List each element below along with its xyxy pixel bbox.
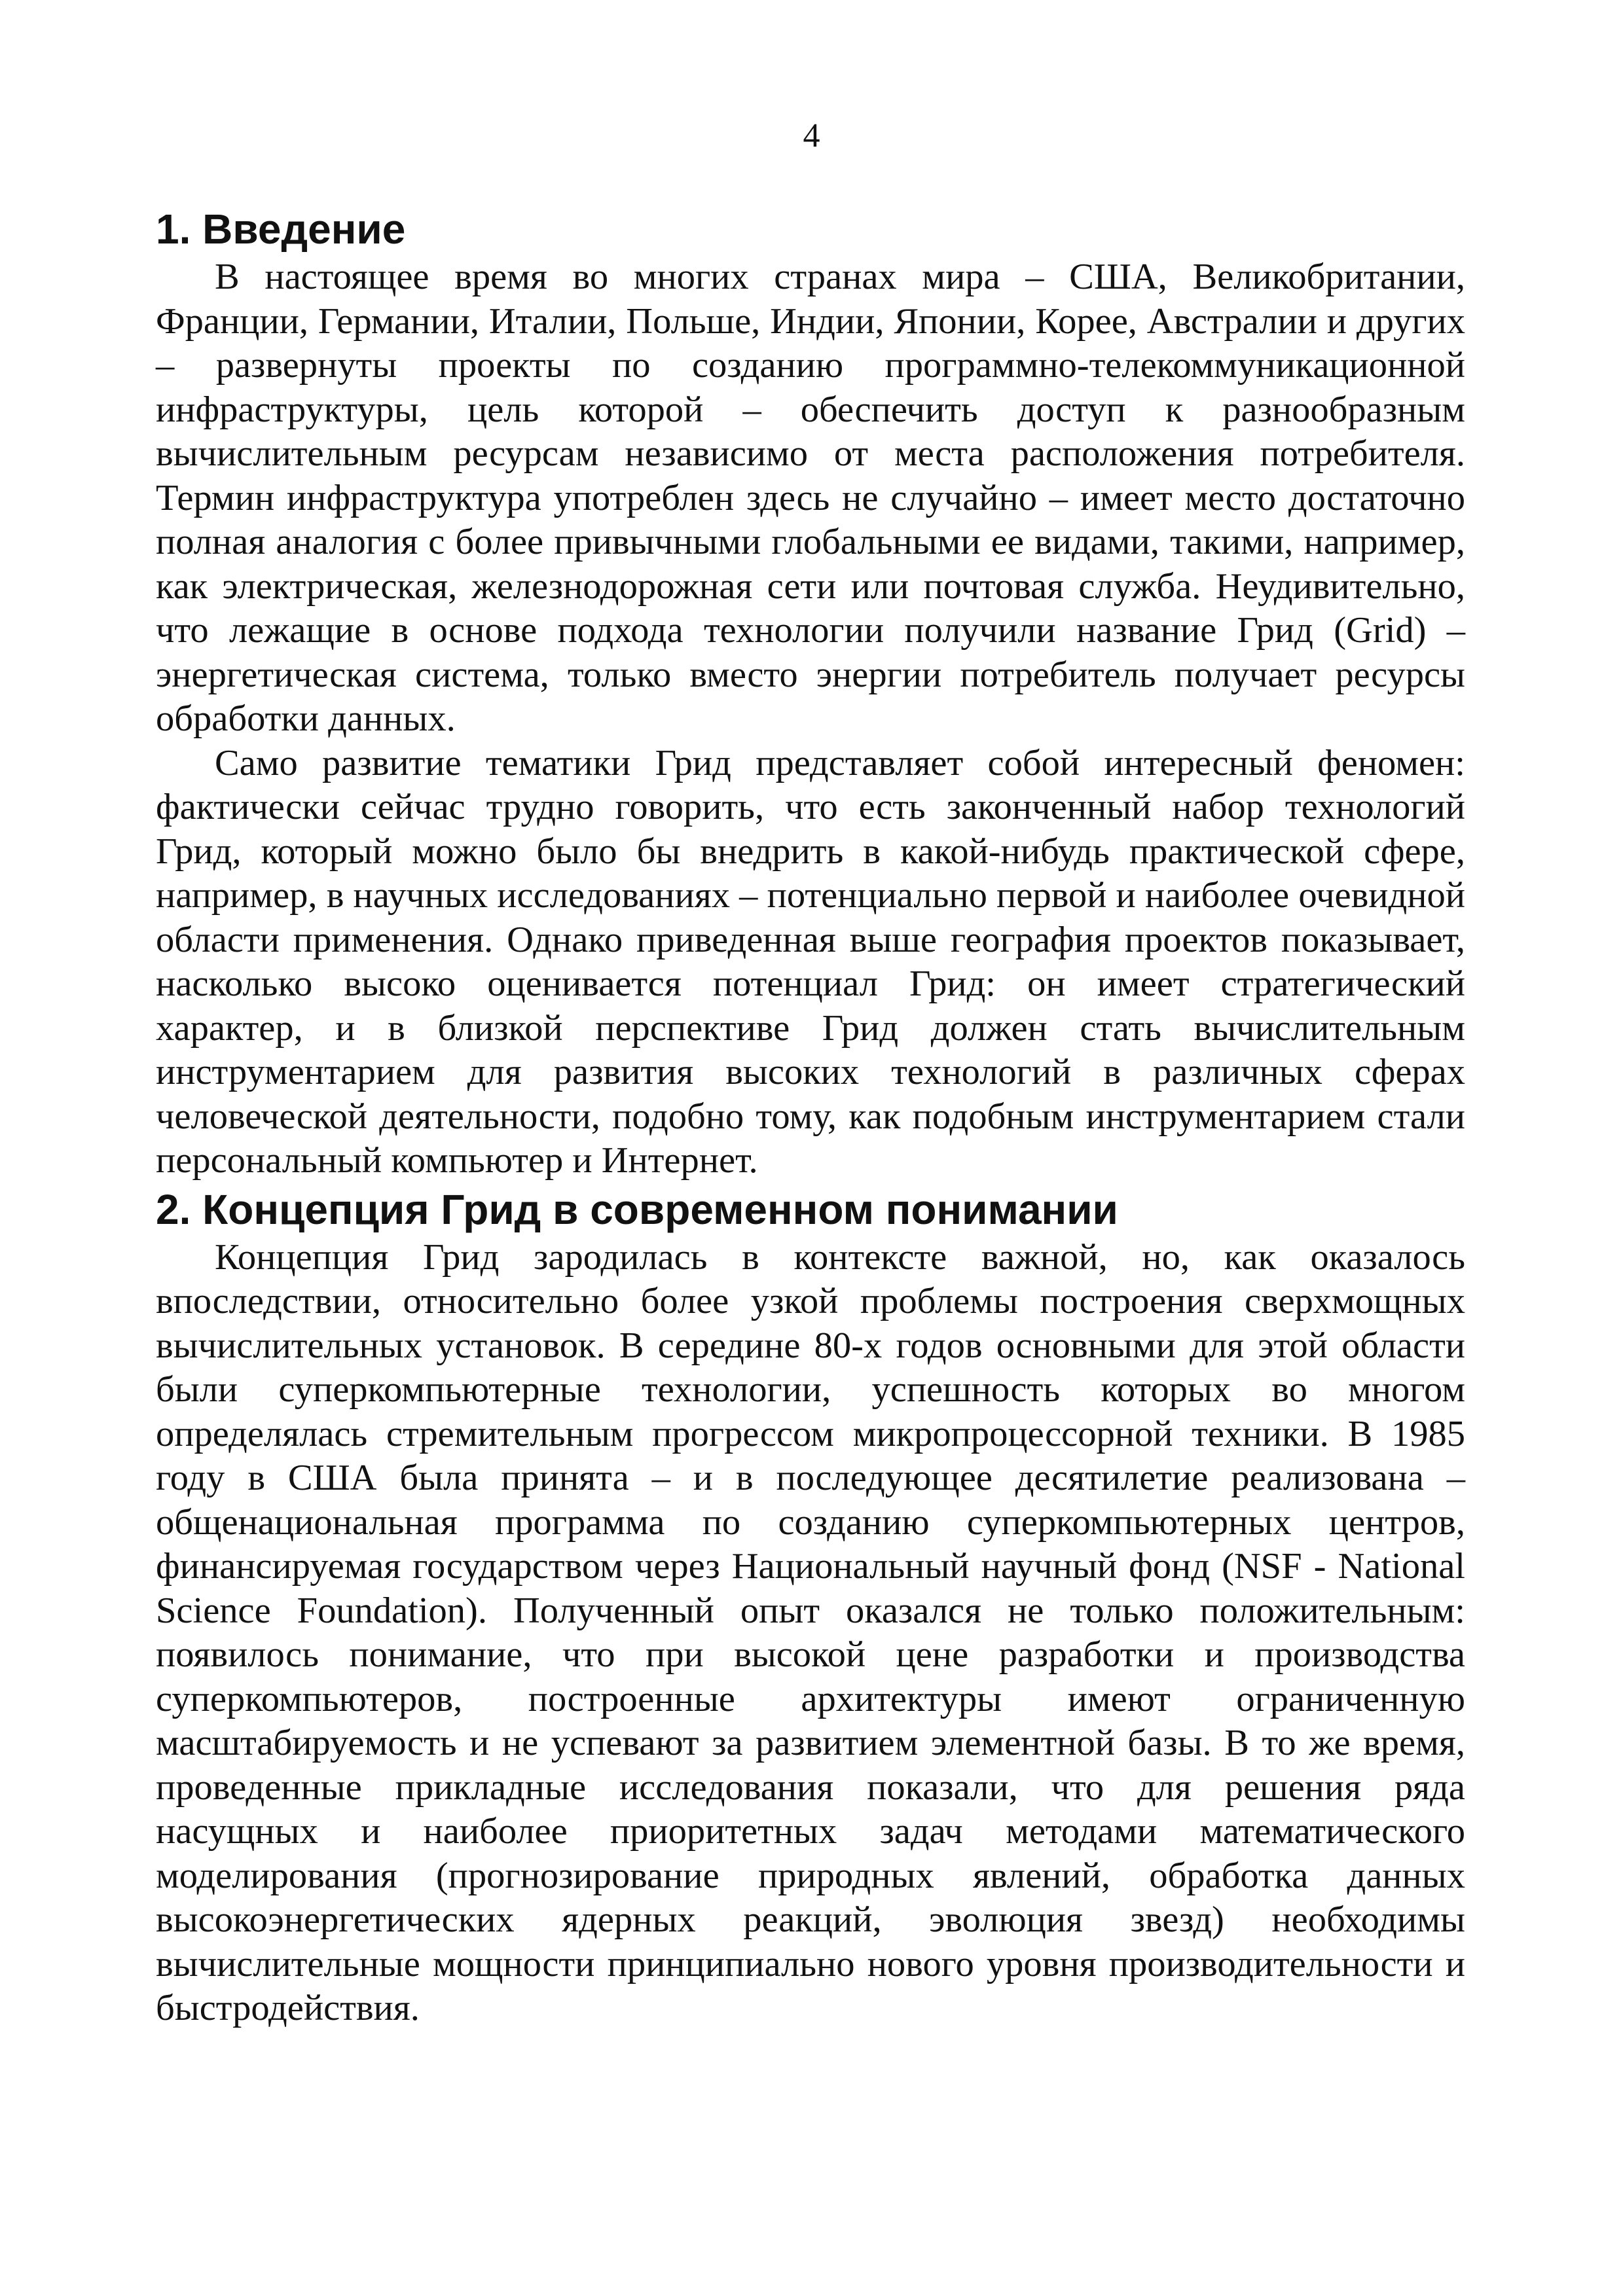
section-2-heading: 2. Концепция Грид в современном понимании (156, 1185, 1118, 1233)
section-1-heading: 1. Введение (156, 206, 406, 253)
section-2-paragraph-1: Концепция Грид зародилась в контексте важной, но, как оказалось впоследствии, относительно более узкой проблемы построения сверхмощных вычислительных установок. В середине 80-х годов основными для этой области были суперкомпьютерные технологии, успешность которых во многом определялась стремительным прогрессом микропроцессорной техники. В 1985 году в США была принята – и в последующее десятилетие реализована – общенациональная программа по созданию суперкомпьютерных центров, финансируемая государством через Национальный научный фонд (NSF - National Science Foundation). Полученный опыт оказался не только положительным: появилось понимание, что при высокой цене разработки и производства суперкомпьютеров, построенные архитектуры имеют ограниченную масштабируемость и не успевают за развитием элементной базы. В то же время, проведенные прикладные исследования показали, что для решения ряда насущных и наиболее приоритетных задач методами математического моделирования (прогнозирование природных явлений, обработка данных высокоэнергетических ядерных реакций, эволюция звезд) необходимы вычислительные мощности принципиально нового уровня производительности и быстродействия. (156, 1236, 1465, 2028)
page-number: 4 (803, 117, 820, 154)
section-introduction (156, 203, 1465, 1183)
section-1-paragraph-1: В настоящее время во многих странах мира – США, Великобритании, Франции, Германии, Италии, Польше, Индии, Японии, Корее, Австралии и других – развернуты проекты по созданию программно-телекоммуникационной инфраструктуры, цель которой – обеспечить доступ к разнообразным вычислительным ресурсам независимо от места расположения потребителя. Термин инфраструктура употреблен здесь не случайно – имеет место достаточно полная аналогия с более привычными глобальными ее видами, такими, например, как электрическая, железнодорожная сети или почтовая служба. Неудивительно, что лежащие в основе подхода технологии получили название Грид (Grid) – энергетическая система, только вместо энергии потребитель получает ресурсы обработки данных. (156, 257, 1465, 739)
section-grid-concept (156, 1183, 1465, 2031)
section-1-paragraph-2: Само развитие тематики Грид представляет собой интересный феномен: фактически сейчас трудно говорить, что есть законченный набор технологий Грид, который можно было бы внедрить в какой-нибудь практической сфере, например, в научных исследованиях – потенциально первой и наиболее очевидной области применения. Однако приведенная выше география проектов показывает, насколько высоко оценивается потенциал Грид: он имеет стратегический характер, и в близкой перспективе Грид должен стать вычислительным инструментарием для развития высоких технологий в различных сферах человеческой деятельности, подобно тому, как подобным инструментарием стали персональный компьютер и Интернет. (156, 742, 1465, 1181)
page-content (156, 203, 1465, 2031)
